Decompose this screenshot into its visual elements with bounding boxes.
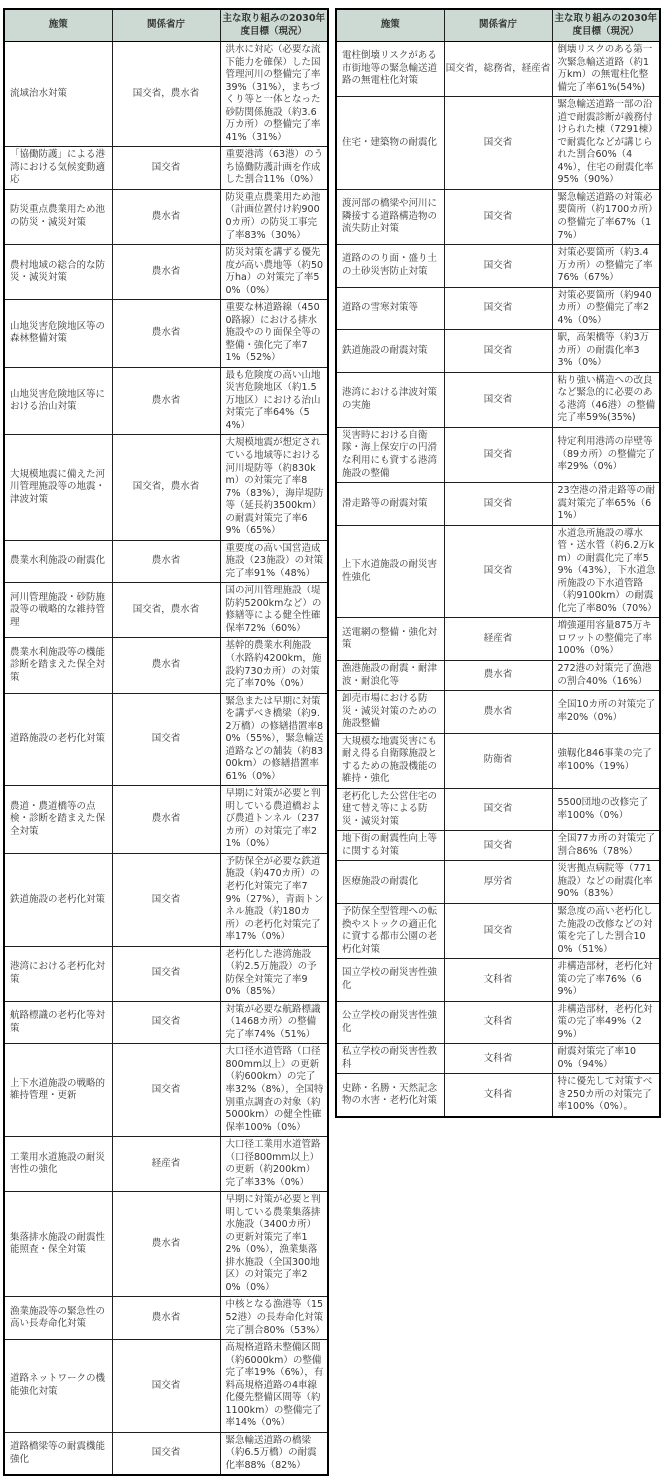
target-cell: 増強運用容量875万キロワットの整備完了率100%（0%） <box>552 618 660 661</box>
policy-cell: 道路橋梁等の耐震機能強化 <box>4 1432 112 1475</box>
table-row <box>336 733 660 788</box>
target-cell: 中核となる漁港等（1552港）の長寿命化対策完了割合80%（53%） <box>220 1297 328 1340</box>
target-cell: 防災重点農業用ため池（計画位置付け約9000カ所）の防災工事完了率83%（30%） <box>220 189 328 244</box>
table-row <box>336 691 660 734</box>
table-row <box>336 1001 660 1044</box>
policy-cell: 農村地域の総合的な防災・減災対策 <box>4 245 112 300</box>
table-row <box>4 1192 328 1297</box>
target-cell: 緊急度の高い老朽化した施設の改修などの対策を完了した割合100%（51%） <box>552 904 660 959</box>
policy-cell: 山地災害危険地区等の森林整備対策 <box>4 300 112 368</box>
ministry-cell: 防衛省 <box>444 733 552 788</box>
target-cell: 粘り強い構造への改良など緊急的に必要のある港湾（46港）の整備完了率59%(35%) <box>552 372 660 427</box>
target-cell: 緊急輸送道路の橋梁（約6.5万橋）の耐震化率88%（82%） <box>220 1432 328 1475</box>
table-row <box>336 618 660 661</box>
target-cell: 23空港の滑走路等の耐震対策完了率65%（61%） <box>552 483 660 526</box>
policy-cell: 大規模な地震災害にも耐え得る自衛隊施設とするための施設機能の維持・強化 <box>336 733 444 788</box>
target-cell: 非構造部材，老朽化対策の完了率76%（69%） <box>552 959 660 1002</box>
table-row <box>336 330 660 373</box>
ministry-cell: 農水省 <box>112 189 220 244</box>
measures-table-left <box>3 8 329 1476</box>
target-cell: 国の河川管理施設（堤防約5200kmなど）の修繕等による健全性確保率72%（60%） <box>220 583 328 638</box>
column-header: 施策 <box>336 9 444 42</box>
ministry-cell: 農水省 <box>112 1192 220 1297</box>
policy-cell: 漁業施設等の緊急性の高い長寿命化対策 <box>4 1297 112 1340</box>
table-row <box>4 1297 328 1340</box>
target-cell: 対策必要箇所（約940カ所）の整備完了率24%（0%） <box>552 287 660 330</box>
target-cell: 駅，高架橋等（約3万カ所）の耐震化率33%（0%） <box>552 330 660 373</box>
target-cell: 重要度の高い国営造成施設（23施設）の対策完了率91%（48%） <box>220 540 328 583</box>
target-cell: 全国77カ所の対策完了割合86%（78%） <box>552 831 660 861</box>
ministry-cell: 文科省 <box>444 959 552 1002</box>
ministry-cell: 農水省 <box>112 786 220 854</box>
table-row <box>4 1137 328 1192</box>
target-cell: 重要な林道路線（4500路線）における排水施設やのり面保全等の整備・強化完了率71%（52%） <box>220 300 328 368</box>
table-header <box>4 9 328 42</box>
target-cell: 272港の対策完了漁港の割合40%（16%） <box>552 660 660 690</box>
column-header: 関係省庁 <box>112 9 220 42</box>
table-row <box>336 245 660 288</box>
target-cell: 5500団地の改修完了率100%（0%） <box>552 788 660 831</box>
table-row <box>336 660 660 690</box>
ministry-cell: 国交省，農水省 <box>112 435 220 540</box>
policy-cell: 農業水利施設等の機能診断を踏まえた保全対策 <box>4 638 112 693</box>
ministry-cell: 文科省 <box>444 1001 552 1044</box>
ministry-cell: 国交省 <box>444 372 552 427</box>
ministry-cell: 農水省 <box>112 367 220 435</box>
target-cell: 早期に対策が必要と判明している農道橋および農道トンネル（237カ所）の対策完了率21%（0%） <box>220 786 328 854</box>
table-body <box>336 42 660 1117</box>
policy-cell: 上下水道施設の戦略的維持管理・更新 <box>4 1044 112 1137</box>
target-cell: 対策必要箇所（約3.4万カ所）の整備完了率76%（67%） <box>552 245 660 288</box>
table-row <box>4 147 328 190</box>
table-row <box>336 861 660 904</box>
table-row <box>336 525 660 618</box>
target-cell: 高規格道路未整備区間（約6000km）の整備完了率19%（6%），有料高規格道路の4車線化優先整備区間等（約1100km）の整備完了率14%（0%） <box>220 1340 328 1433</box>
ministry-cell: 国交省 <box>444 97 552 190</box>
target-cell: 最も危険度の高い山地災害危険地区（約1.5万地区）における治山対策完了率64%（54%） <box>220 367 328 435</box>
table-row <box>4 435 328 540</box>
ministry-cell: 厚労省 <box>444 861 552 904</box>
ministry-cell: 国交省 <box>444 245 552 288</box>
ministry-cell: 国交省，農水省 <box>112 42 220 147</box>
policy-cell: 鉄道施設の耐震対策 <box>336 330 444 373</box>
target-cell: 倒壊リスクのある第一次緊急輸送道路（約1万km）の無電柱化整備完了率61%(54%) <box>552 42 660 97</box>
table-row <box>336 483 660 526</box>
measures-table-right <box>335 8 661 1118</box>
target-cell: 緊急輸送道路の対策必要箇所（約1700カ所）の整備完了率67%（17%） <box>552 189 660 244</box>
policy-cell: 道路の雪寒対策等 <box>336 287 444 330</box>
table-row <box>336 1074 660 1117</box>
target-cell: 緊急輸送道路一部の沿道で耐震診断が義務付けられた棟（7291棟）で耐震化などが講じられた割合60%（44%），住宅の耐震化率95%（90%） <box>552 97 660 190</box>
ministry-cell: 国交省 <box>444 483 552 526</box>
ministry-cell: 農水省 <box>112 245 220 300</box>
ministry-cell: 農水省 <box>112 540 220 583</box>
table-row <box>4 853 328 946</box>
target-cell: 大口径水道管路（口径800mm以上）の更新（約600km）の完了率32%（8%），全国特別重点調査の対象（約5000km）の健全性確保率100%（0%） <box>220 1044 328 1137</box>
target-cell: 強靱化846事業の完了率100%（19%） <box>552 733 660 788</box>
table-row <box>4 245 328 300</box>
policy-cell: 漁港施設の耐震・耐津波・耐浪化等 <box>336 660 444 690</box>
table-row <box>4 1001 328 1044</box>
ministry-cell: 文科省 <box>444 1044 552 1074</box>
policy-cell: 住宅・建築物の耐震化 <box>336 97 444 190</box>
ministry-cell: 国交省 <box>444 287 552 330</box>
target-cell: 特に優先して対策すべき250カ所の対策完了率100%（0%）。 <box>552 1074 660 1117</box>
table-row <box>336 189 660 244</box>
policy-cell: 災害時における自衛隊・海上保安庁の円滑な利用にも資する港湾施設の整備 <box>336 427 444 482</box>
ministry-cell: 農水省 <box>112 300 220 368</box>
ministry-cell: 文科省 <box>444 1074 552 1117</box>
column-header: 関係省庁 <box>444 9 552 42</box>
table-row <box>336 904 660 959</box>
ministry-cell: 農水省 <box>112 1297 220 1340</box>
policy-cell: 医療施設の耐震化 <box>336 861 444 904</box>
target-cell: 対策が必要な航路標識（1468カ所）の整備完了率74%（51%） <box>220 1001 328 1044</box>
table-row <box>336 788 660 831</box>
ministry-cell: 国交省 <box>112 1044 220 1137</box>
policy-cell: 電柱倒壊リスクがある市街地等の緊急輸送道路の無電柱化対策 <box>336 42 444 97</box>
ministry-cell: 国交省，総務省，経産省 <box>444 42 552 97</box>
column-header: 主な取り組みの2030年度目標（現況） <box>220 9 328 42</box>
table-header <box>336 9 660 42</box>
ministry-cell: 国交省 <box>112 1432 220 1475</box>
ministry-cell: 農水省 <box>444 691 552 734</box>
policy-cell: 鉄道施設の老朽化対策 <box>4 853 112 946</box>
policy-cell: 農業水利施設の耐震化 <box>4 540 112 583</box>
ministry-cell: 経産省 <box>112 1137 220 1192</box>
table-row <box>336 42 660 97</box>
policy-cell: 送電網の整備・強化対策 <box>336 618 444 661</box>
policy-cell: 国立学校の耐災害性強化 <box>336 959 444 1002</box>
policy-cell: 集落排水施設の耐震性能照査・保全対策 <box>4 1192 112 1297</box>
table-row <box>4 300 328 368</box>
table-row <box>4 367 328 435</box>
policy-cell: 老朽化した公営住宅の建て替え等による防災・減災対策 <box>336 788 444 831</box>
ministry-cell: 国交省 <box>444 189 552 244</box>
policy-cell: 流域治水対策 <box>4 42 112 147</box>
policy-cell: 上下水道施設の耐災害性強化 <box>336 525 444 618</box>
target-cell: 緊急または早期に対策を講ずべき橋梁（約9.2万橋）の修繕措置率80%（55%），緊急輸送道路などの舗装（約8300km）の修繕措置率61%（0%） <box>220 693 328 786</box>
ministry-cell: 国交省 <box>444 330 552 373</box>
policy-cell: 道路施設の老朽化対策 <box>4 693 112 786</box>
table-row <box>4 693 328 786</box>
ministry-cell: 国交省 <box>112 946 220 1001</box>
table-row <box>4 1432 328 1475</box>
target-cell: 基幹的農業水利施設（水路約4200km，施設約730カ所）の対策完了率70%（0%） <box>220 638 328 693</box>
table-row <box>4 786 328 854</box>
target-cell: 非構造部材，老朽化対策の完了率49%（29%） <box>552 1001 660 1044</box>
target-cell: 大規模地震が想定されている地域等における河川堤防等（約830km）の対策完了率87%（83%），海岸堤防等（延長約3500km）の耐震対策完了率69%（65%） <box>220 435 328 540</box>
column-header: 施策 <box>4 9 112 42</box>
ministry-cell: 農水省 <box>112 638 220 693</box>
ministry-cell: 国交省 <box>444 831 552 861</box>
target-cell: 全国10カ所の対策完了率20%（0%） <box>552 691 660 734</box>
policy-cell: 公立学校の耐災害性強化 <box>336 1001 444 1044</box>
column-header: 主な取り組みの2030年度目標（現況） <box>552 9 660 42</box>
target-cell: 老朽化した港湾施設（約2.5万施設）の予防保全対策完了率90%（85%） <box>220 946 328 1001</box>
target-cell: 防災対策を講ずる優先度が高い農地等（約50万ha）の対策完了率50%（0%） <box>220 245 328 300</box>
policy-cell: 河川管理施設・砂防施設等の戦略的な維持管理 <box>4 583 112 638</box>
policy-cell: 山地災害危険地区等における治山対策 <box>4 367 112 435</box>
header-row <box>4 9 328 42</box>
table-row <box>336 287 660 330</box>
table-row <box>4 946 328 1001</box>
target-cell: 大口径工業用水道管路（口径800mm以上）の更新（約200km）完了率33%（0%） <box>220 1137 328 1192</box>
policy-cell: 予防保全型管理への転換やストックの適正化に資する都市公園の老朽化対策 <box>336 904 444 959</box>
target-cell: 重要港湾（63港）のうち協働防護計画を作成した割合11%（0%） <box>220 147 328 190</box>
ministry-cell: 国交省 <box>112 1340 220 1433</box>
table-row <box>336 959 660 1002</box>
table-row <box>336 831 660 861</box>
ministry-cell: 農水省 <box>444 660 552 690</box>
policy-cell: 道路ののり面・盛り土の土砂災害防止対策 <box>336 245 444 288</box>
ministry-cell: 国交省 <box>444 904 552 959</box>
table-row <box>4 1340 328 1433</box>
ministry-cell: 経産省 <box>444 618 552 661</box>
policy-cell: 滑走路等の耐震対策 <box>336 483 444 526</box>
ministry-cell: 国交省 <box>112 1001 220 1044</box>
ministry-cell: 国交省 <box>112 853 220 946</box>
policy-cell: 港湾における津波対策の実施 <box>336 372 444 427</box>
ministry-cell: 国交省，農水省 <box>112 583 220 638</box>
ministry-cell: 国交省 <box>112 147 220 190</box>
table-row <box>4 583 328 638</box>
policy-cell: 道路ネットワークの機能強化対策 <box>4 1340 112 1433</box>
table-row <box>336 372 660 427</box>
ministry-cell: 国交省 <box>112 693 220 786</box>
policy-cell: 私立学校の耐災害性教科 <box>336 1044 444 1074</box>
table-row <box>336 97 660 190</box>
table-row <box>336 427 660 482</box>
policy-cell: 史跡・名勝・天然記念物の水害・老朽化対策 <box>336 1074 444 1117</box>
policy-cell: 工業用水道施設の耐災害性の強化 <box>4 1137 112 1192</box>
target-cell: 水道急所施設の導水管・送水管（約6.2万km）の耐震化完了率59%（43%），下水道急所施設の下水道管路（約9100km）の耐震化完了率80%（70%） <box>552 525 660 618</box>
ministry-cell: 国交省 <box>444 525 552 618</box>
policy-cell: 地下街の耐震性向上等に関する対策 <box>336 831 444 861</box>
policy-cell: 港湾における老朽化対策 <box>4 946 112 1001</box>
target-cell: 洪水に対応（必要な流下能力を確保）した国管理河川の整備完了率39%（31%），まちづくり等と一体となった砂防関係施設（約3.6万カ所）の整備完了率41%（31%） <box>220 42 328 147</box>
ministry-cell: 国交省 <box>444 788 552 831</box>
target-cell: 災害拠点病院等（771施設）などの耐震化率90%（83%） <box>552 861 660 904</box>
table-body <box>4 42 328 1476</box>
policy-cell: 防災重点農業用ため池の防災・減災対策 <box>4 189 112 244</box>
target-cell: 耐震対策完了率100%（94%） <box>552 1044 660 1074</box>
table-row <box>4 42 328 147</box>
policy-cell: 農道・農道橋等の点検・診断を踏まえた保全対策 <box>4 786 112 854</box>
policy-cell: 「協働防護」による港湾における気候変動適応 <box>4 147 112 190</box>
policy-cell: 航路標識の老朽化等対策 <box>4 1001 112 1044</box>
table-row <box>4 540 328 583</box>
target-cell: 予防保全が必要な鉄道施設（約470カ所）の老朽化対策完了率79%（27%），青函トンネル施設（約180カ所）の老朽化対策完了率17%（0%） <box>220 853 328 946</box>
policy-cell: 卸売市場における防災・減災対策のための施設整備 <box>336 691 444 734</box>
policy-cell: 渡河部の橋梁や河川に隣接する道路構造物の流失防止対策 <box>336 189 444 244</box>
header-row <box>336 9 660 42</box>
table-row <box>336 1044 660 1074</box>
target-cell: 特定利用港湾の岸壁等（89カ所）の整備完了率29%（0%） <box>552 427 660 482</box>
table-row <box>4 1044 328 1137</box>
table-row <box>4 189 328 244</box>
policy-cell: 大規模地震に備えた河川管理施設等の地震・津波対策 <box>4 435 112 540</box>
target-cell: 早期に対策が必要と判明している農業集落排水施設（3400カ所）の更新対策完了率12%（0%），漁業集落排水施設（全国300地区）の対策完了率20%（0%） <box>220 1192 328 1297</box>
table-row <box>4 638 328 693</box>
ministry-cell: 国交省 <box>444 427 552 482</box>
